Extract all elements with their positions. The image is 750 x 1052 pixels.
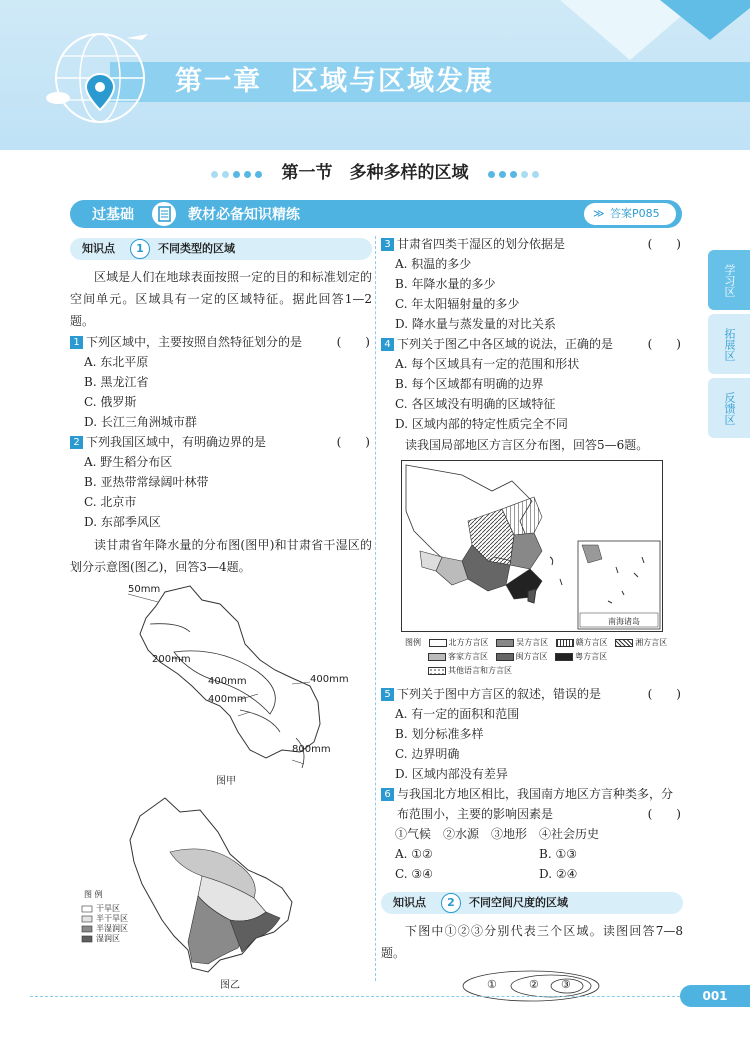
legend-title: 图 例 <box>84 890 103 899</box>
dialect-map-drawing <box>402 461 662 631</box>
legend-title: 图例 <box>405 638 421 647</box>
question-1 <box>70 332 372 352</box>
option: A. 东北平原 <box>84 355 149 369</box>
isohyet-label: 400mm <box>208 676 247 687</box>
knowledge-point-header <box>70 238 372 260</box>
option-row <box>381 864 683 884</box>
globe-icon <box>40 18 160 138</box>
isohyet-label: 400mm <box>208 694 247 705</box>
banner-left-label: 过基础 <box>92 207 134 223</box>
legend-swatch <box>429 639 447 647</box>
option: D. ②④ <box>539 867 578 881</box>
header-decoration <box>660 0 750 40</box>
option: A. 积温的多少 <box>395 257 472 271</box>
question-stem: 下列我国区域中，有明确边界的是 <box>86 435 267 449</box>
precipitation-map <box>70 582 372 792</box>
option: C. 俄罗斯 <box>84 395 137 409</box>
answer-blank: ( ) <box>647 237 681 251</box>
option: B. 划分标准多样 <box>395 727 484 741</box>
tab-feedback[interactable]: 反馈区 <box>708 378 750 438</box>
option: D. 区域内部没有差异 <box>395 767 508 781</box>
option: B. 年降水量的多少 <box>395 277 496 291</box>
legend-item: 吴方言区 <box>516 638 549 647</box>
question-2 <box>70 432 372 452</box>
footer-divider <box>30 996 680 997</box>
knowledge-point-header <box>381 892 683 914</box>
answer-page-ref: 答案P085 <box>610 207 660 220</box>
option-row <box>381 844 683 864</box>
decorative-dots <box>209 163 264 183</box>
option: C. ③④ <box>395 867 433 881</box>
option: A. 每个区域具有一定的范围和形状 <box>395 357 580 371</box>
question-3 <box>381 234 683 254</box>
option: D. 东部季风区 <box>84 515 161 529</box>
answer-blank: ( ) <box>336 335 370 349</box>
answer-blank: ( ) <box>647 337 681 351</box>
legend-item: 其他语言和方言区 <box>448 666 512 675</box>
factor-list: ①气候 ②水源 ③地形 ④社会历史 <box>395 827 600 841</box>
answer-link[interactable] <box>584 203 676 225</box>
intro-text: 下图中①②③分别代表三个区域。读图回答7—8题。 <box>381 924 683 960</box>
legend-item: 半干旱区 <box>96 914 128 923</box>
legend-swatch <box>496 639 514 647</box>
knowledge-point-label: 知识点 <box>393 896 426 909</box>
knowledge-point-title: 不同空间尺度的区域 <box>469 896 568 909</box>
banner-right-label: 教材必备知识精练 <box>188 207 300 223</box>
region-label: ① <box>487 978 497 991</box>
question-number: 3 <box>381 238 394 251</box>
option: D. 区域内部的特定性质完全不同 <box>395 417 568 431</box>
double-chevron-down-icon: ≫ <box>593 207 605 220</box>
option: B. 黑龙江省 <box>84 375 149 389</box>
isohyet-label: 800mm <box>292 744 331 755</box>
decorative-dots <box>486 163 541 183</box>
legend-swatch <box>496 653 514 661</box>
legend-item: 北方方言区 <box>448 638 489 647</box>
option: A. ①② <box>395 847 433 861</box>
legend-item: 湿润区 <box>96 934 120 943</box>
chapter-title: 第一章 区域与区域发展 <box>175 66 494 97</box>
isohyet-label: 200mm <box>152 654 191 665</box>
question-stem: 下列区域中，主要按照自然特征划分的是 <box>86 335 303 349</box>
option: D. 长江三角洲城市群 <box>84 415 197 429</box>
option: C. 北京市 <box>84 495 137 509</box>
legend-swatch <box>556 639 574 647</box>
knowledge-point-number: 1 <box>130 239 150 259</box>
option: B. 亚热带常绿阔叶林带 <box>84 475 209 489</box>
region-label: ② <box>529 978 539 991</box>
nested-regions-diagram <box>381 968 683 1004</box>
legend-item: 粤方言区 <box>575 652 608 661</box>
option: C. 年太阳辐射量的多少 <box>395 297 520 311</box>
tab-study[interactable]: 学习区 <box>708 250 750 310</box>
option: C. 各区域没有明确的区域特征 <box>395 397 556 411</box>
answer-blank: ( ) <box>647 807 681 821</box>
figure-b <box>70 792 372 992</box>
question-6 <box>381 784 683 824</box>
question-5 <box>381 684 683 704</box>
column-divider <box>375 236 376 981</box>
question-number: 5 <box>381 688 394 701</box>
legend-item: 闽方言区 <box>515 652 548 661</box>
legend-item: 干旱区 <box>96 904 120 913</box>
knowledge-point-title: 不同类型的区域 <box>158 242 235 255</box>
option: A. 野生稻分布区 <box>84 455 173 469</box>
legend-swatch <box>428 653 446 661</box>
isohyet-label: 50mm <box>128 584 161 595</box>
legend-item: 客家方言区 <box>448 652 488 661</box>
tab-extend[interactable]: 拓展区 <box>708 314 750 374</box>
section-banner <box>70 200 682 228</box>
dialect-map-legend <box>405 636 683 678</box>
section-title <box>0 158 750 183</box>
option: B. ①③ <box>539 847 577 861</box>
legend-swatch <box>555 653 573 661</box>
option: D. 降水量与蒸发量的对比关系 <box>395 317 556 331</box>
region-label: ③ <box>561 978 571 991</box>
legend-item: 半湿润区 <box>96 924 128 933</box>
right-column <box>381 234 683 1004</box>
inset-label: 南海诸岛 <box>608 617 640 626</box>
page-number: 001 <box>680 985 750 1007</box>
answer-blank: ( ) <box>647 687 681 701</box>
question-number: 2 <box>70 436 83 449</box>
question-number: 6 <box>381 788 394 801</box>
chapter-header <box>0 0 750 150</box>
answer-blank: ( ) <box>336 435 370 449</box>
dry-wet-zone-map <box>70 792 372 992</box>
intro-text: 区域是人们在地球表面按照一定的目的和标准划定的空间单元。区域具有一定的区域特征。据此回答1—2题。 <box>70 270 372 328</box>
notebook-icon <box>152 202 176 226</box>
option: C. 边界明确 <box>395 747 460 761</box>
knowledge-point-number: 2 <box>441 893 461 913</box>
question-stem: 下列关于图乙中各区域的说法，正确的是 <box>397 337 614 351</box>
question-stem: 与我国北方地区相比，我国南方地区方言种类多，分布范围小，主要的影响因素是 <box>397 787 674 821</box>
legend-swatch <box>428 667 446 675</box>
left-column <box>70 238 372 992</box>
legend-swatch <box>615 639 633 647</box>
option: B. 每个区域都有明确的边界 <box>395 377 544 391</box>
question-number: 1 <box>70 336 83 349</box>
question-number: 4 <box>381 338 394 351</box>
question-stem: 甘肃省四类干湿区的划分依据是 <box>397 237 566 251</box>
figure-caption: 图甲 <box>216 776 236 787</box>
dialect-map <box>401 460 663 632</box>
question-stem: 下列关于图中方言区的叙述，错误的是 <box>397 687 602 701</box>
intro-text: 读甘肃省年降水量的分布图(图甲)和甘肃省干湿区的划分示意图(图乙)，回答3—4题。 <box>70 538 372 574</box>
isohyet-label: 400mm <box>310 674 349 685</box>
section-title-text: 第一节 多种多样的区域 <box>281 163 469 183</box>
question-4 <box>381 334 683 354</box>
figure-caption: 图乙 <box>220 980 240 991</box>
legend-item: 赣方言区 <box>575 638 608 647</box>
intro-text: 读我国局部地区方言区分布图，回答5—6题。 <box>405 438 649 452</box>
side-tabs <box>708 250 750 442</box>
figure-a <box>70 582 372 792</box>
option: A. 有一定的面积和范围 <box>395 707 520 721</box>
knowledge-point-label: 知识点 <box>82 242 115 255</box>
legend-item: 湘方言区 <box>635 638 668 647</box>
